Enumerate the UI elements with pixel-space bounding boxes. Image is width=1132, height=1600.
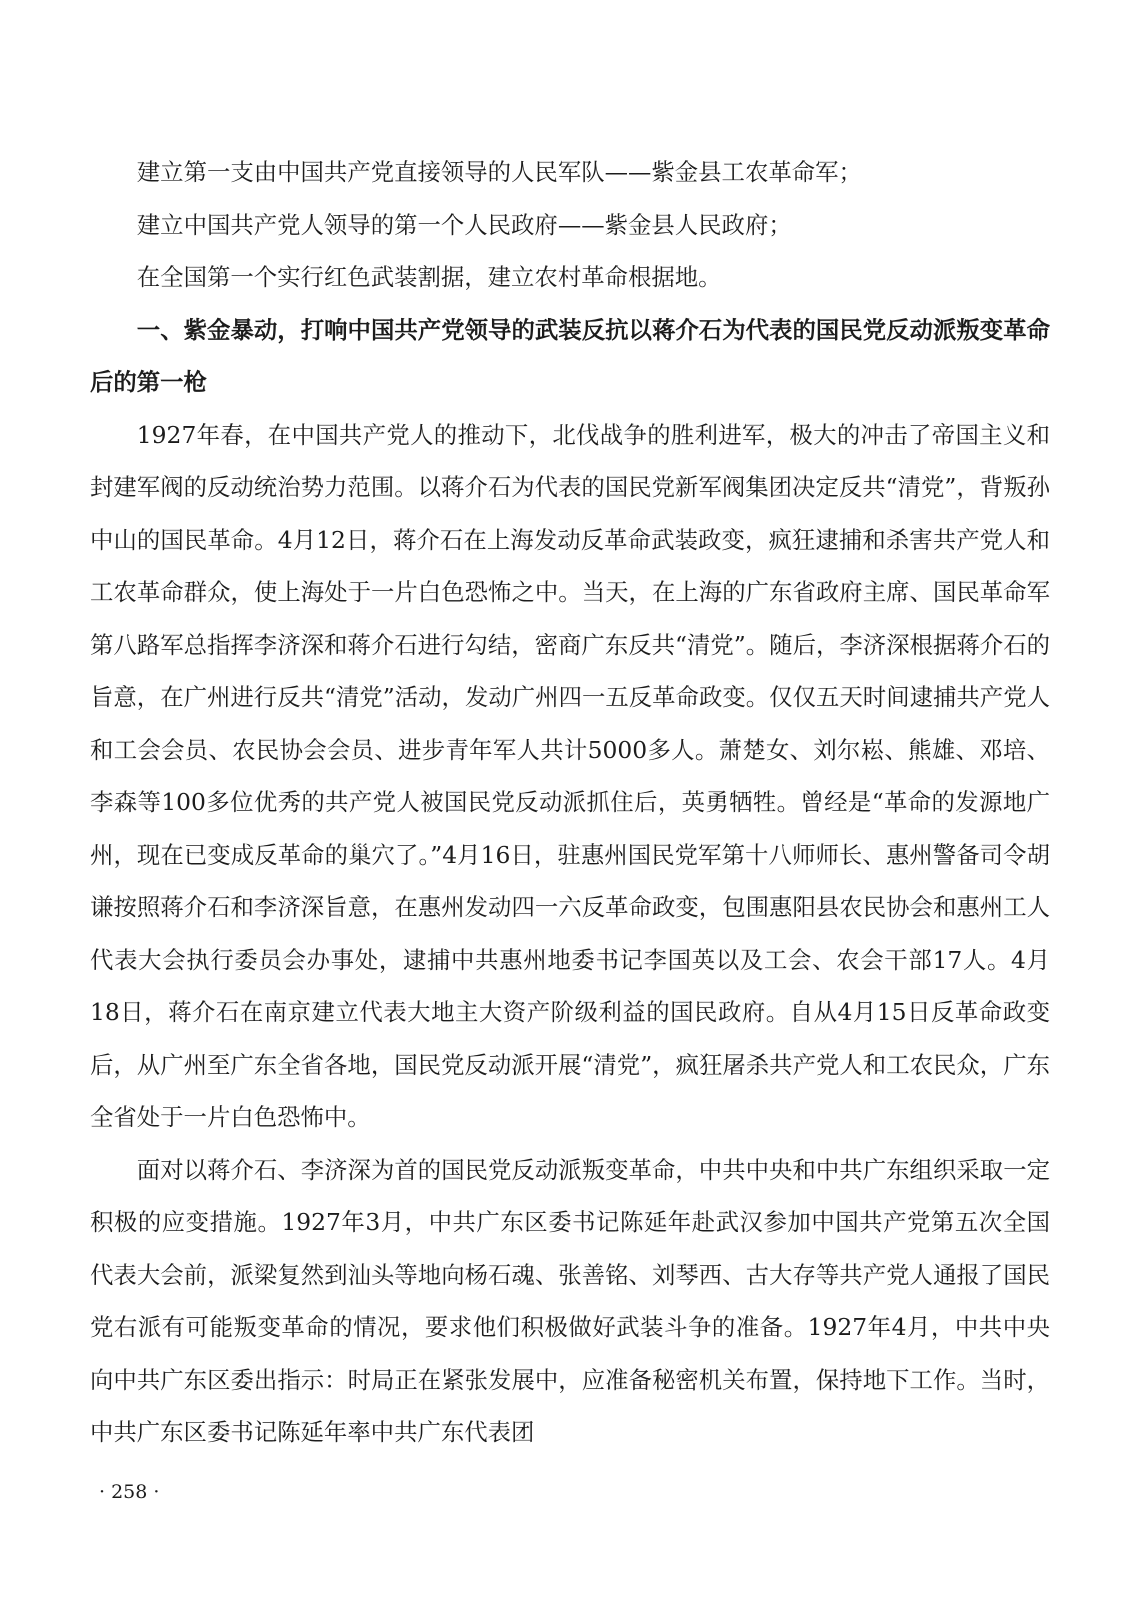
page-body (90, 146, 1050, 1459)
intro-line-1: 建立第一支由中国共产党直接领导的人民军队——紫金县工农革命军； (136, 158, 862, 186)
intro-line-3: 在全国第一个实行红色武装割据，建立农村革命根据地。 (136, 263, 722, 291)
body-paragraph-1: 1927年春，在中国共产党人的推动下，北伐战争的胜利进军，极大的冲击了帝国主义和封建军阀的反动统治势力范围。以蒋介石为代表的国民党新军阀集团决定反共“清党”，背叛孙中山的国民革命。4月12日，蒋介石在上海发动反革命武装政变，疯狂逮捕和杀害共产党人和工农革命群众，使上海处于一片白色恐怖之中。当天，在上海的广东省政府主席、国民革命军第八路军总指挥李济深和蒋介石进行勾结，密商广东反共“清党”。随后，李济深根据蒋介石的旨意，在广州进行反共“清党”活动，发动广州四一五反革命政变。仅仅五天时间逮捕共产党人和工会会员、农民协会会员、进步青年军人共计5000多人。萧楚女、刘尔崧、熊雄、邓培、李森等100多位优秀的共产党人被国民党反动派抓住后，英勇牺牲。曾经是“革命的发源地广州，现在已变成反革命的巢穴了。”4月16日，驻惠州国民党军第十八师师长、惠州警备司令胡谦按照蒋介石和李济深旨意，在惠州发动四一六反革命政变，包围惠阳县农民协会和惠州工人代表大会执行委员会办事处，逮捕中共惠州地委书记李国英以及工会、农会干部17人。4月18日，蒋介石在南京建立代表大地主大资产阶级利益的国民政府。自从4月15日反革命政变后，从广州至广东全省各地，国民党反动派开展“清党”，疯狂屠杀共产党人和工农民众，广东全省处于一片白色恐怖中。 (90, 420, 1050, 1131)
section-heading: 一、紫金暴动，打响中国共产党领导的武装反抗以蒋介石为代表的国民党反动派叛变革命后的第一枪 (90, 315, 1050, 396)
body-paragraph-2: 面对以蒋介石、李济深为首的国民党反动派叛变革命，中共中央和中共广东组织采取一定积极的应变措施。1927年3月，中共广东区委书记陈延年赴武汉参加中国共产党第五次全国代表大会前，派梁复然到汕头等地向杨石魂、张善铭、刘琴西、古大存等共产党人通报了国民党右派有可能叛变革命的情况，要求他们积极做好武装斗争的准备。1927年4月，中共中央向中共广东区委出指示：时局正在紧张发展中，应准备秘密机关布置，保持地下工作。当时，中共广东区委书记陈延年率中共广东代表团 (90, 1155, 1050, 1446)
page-number: · 258 · (99, 1481, 160, 1503)
intro-line-2: 建立中国共产党人领导的第一个人民政府——紫金县人民政府； (136, 210, 792, 239)
